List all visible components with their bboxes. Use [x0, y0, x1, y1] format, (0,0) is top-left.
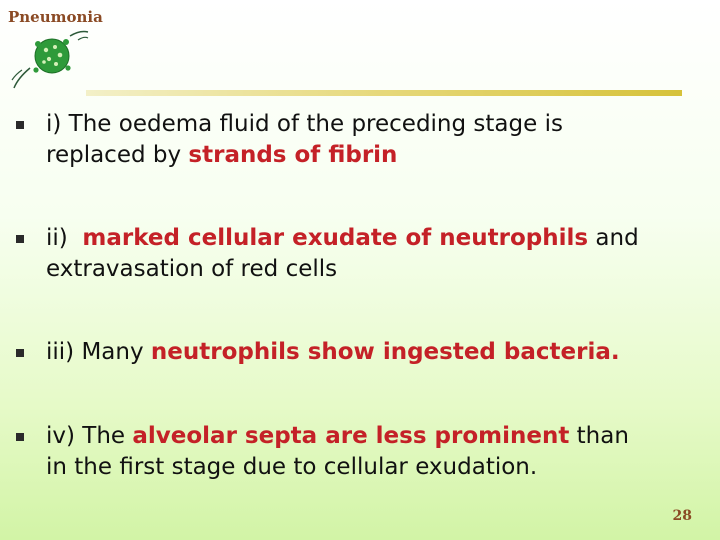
bullet-text: iv) The [46, 423, 133, 449]
bullet-text: in the first stage due to cellular exudation. [46, 454, 538, 480]
bullet-marker [16, 121, 24, 129]
bullet-line [46, 254, 696, 285]
bullet-line [46, 109, 696, 140]
bullet-marker [16, 349, 24, 357]
bullet-text: ii) [46, 225, 83, 251]
bullet-line [46, 337, 696, 368]
bullet-line [46, 140, 696, 171]
bullet-text: i) The oedema fluid of the preceding stage is [46, 111, 563, 137]
logo-icon [8, 28, 98, 90]
bullet-highlight: neutrophils show ingested bacteria. [150, 339, 620, 365]
slide-title: Pneumonia [8, 8, 103, 26]
bullet-marker [16, 235, 24, 243]
bullet-item [46, 337, 696, 368]
bullet-text: and [588, 225, 639, 251]
bullet-highlight: marked cellular exudate of neutrophils [82, 225, 589, 251]
bullet-text: iii) Many [46, 339, 151, 365]
bullet-text: extravasation of red cells [46, 256, 338, 282]
bullet-line [46, 452, 696, 483]
bullet-marker [16, 433, 24, 441]
bullet-highlight: alveolar septa are less prominent [132, 423, 570, 449]
bullet-item [46, 421, 696, 483]
bullet-text: than [569, 423, 629, 449]
bullet-highlight: strands of fibrin [188, 142, 398, 168]
bullet-line [46, 223, 696, 254]
page-number: 28 [672, 508, 692, 524]
bullet-item [46, 109, 696, 171]
bullet-line [46, 421, 696, 452]
bullet-text: replaced by [46, 142, 189, 168]
title-divider [86, 90, 682, 96]
bullet-item [46, 223, 696, 285]
